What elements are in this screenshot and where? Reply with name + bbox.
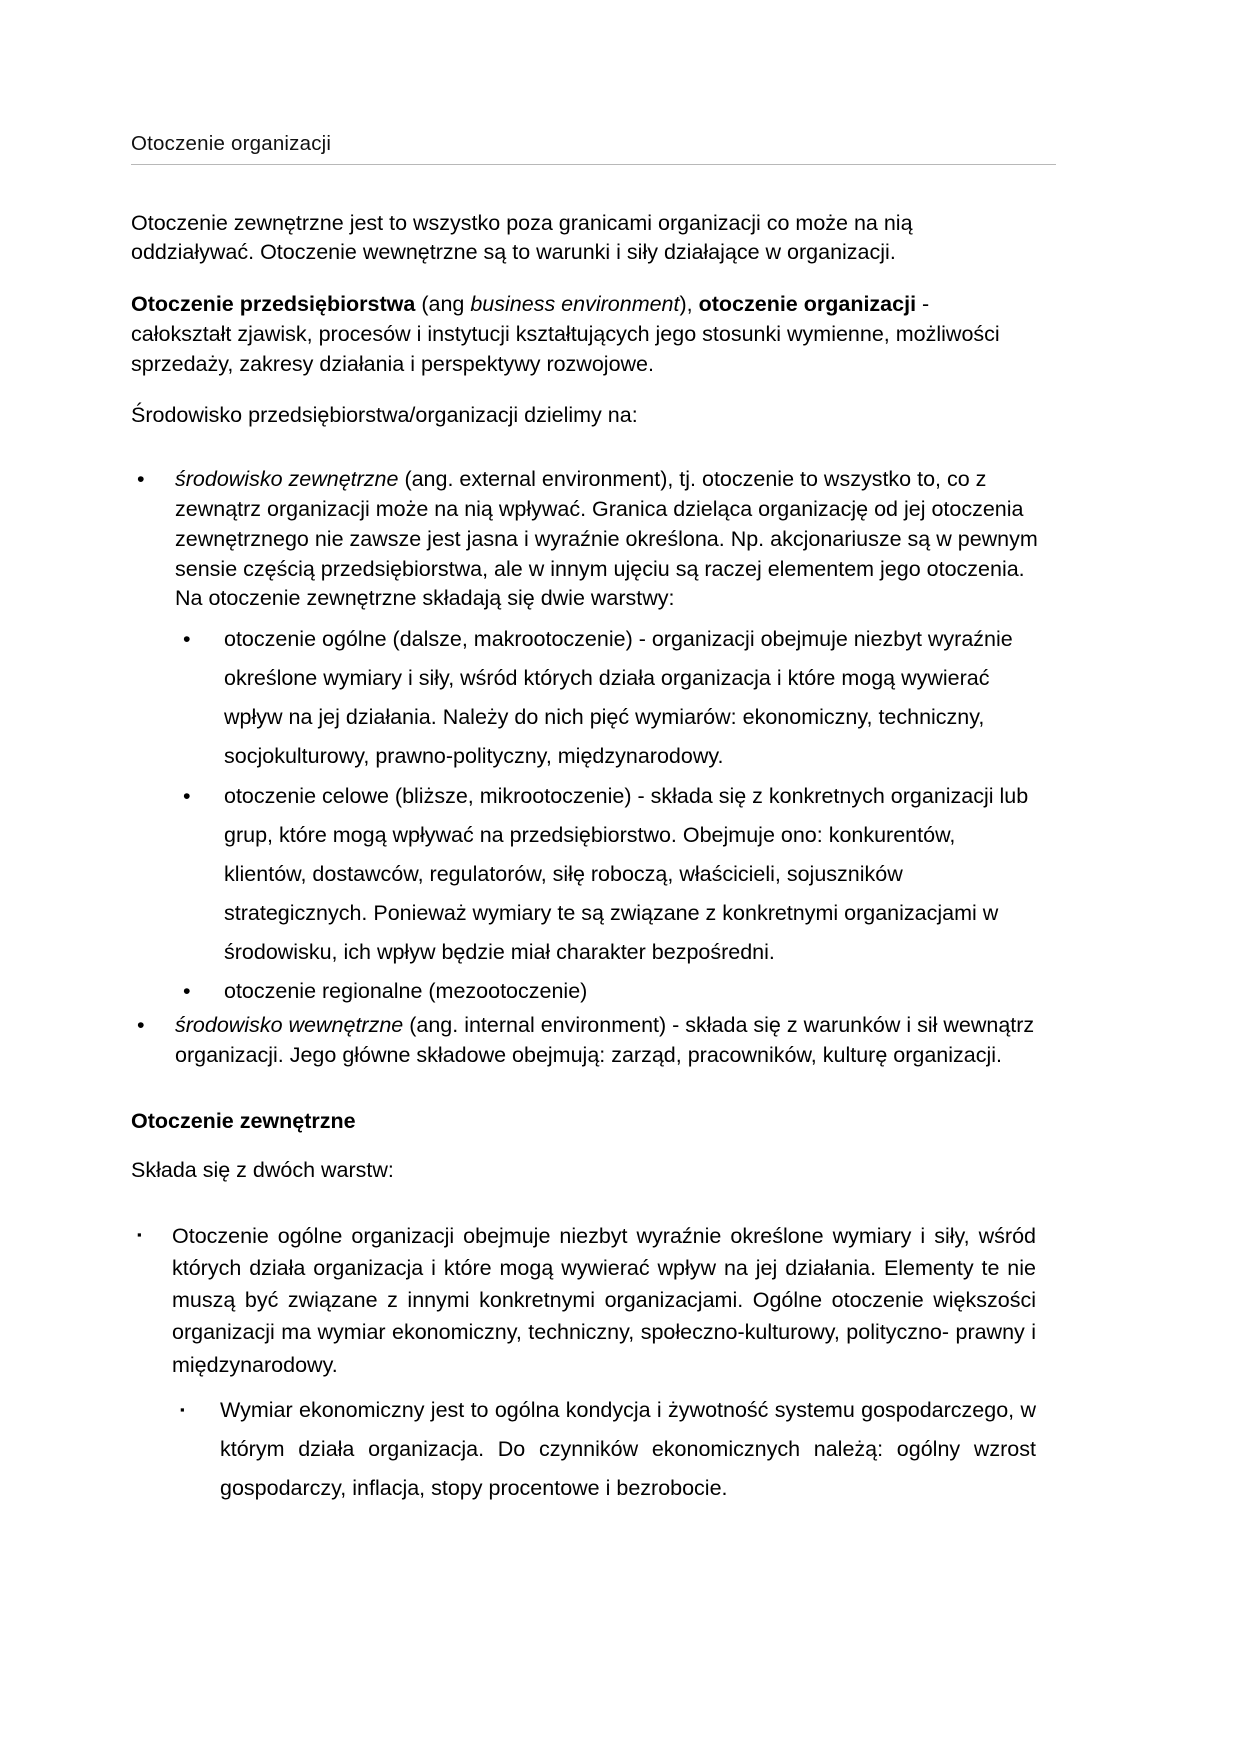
spacer <box>131 451 1112 465</box>
round-bullet-icon: • <box>137 467 145 492</box>
spacer <box>131 1071 1112 1107</box>
square-bullet-icon: ▪ <box>137 1226 142 1242</box>
definition-mid-2: ), <box>679 292 699 317</box>
list-item-text: Wymiar ekonomiczny jest to ogólna kondycja i żywotność systemu gospodarczego, w którym działa organizacja. Do czynników ekonomicznych należą: ogólny wzrost gospodarczy, inflacja, stopy procentowe i bezrobocie. <box>220 1397 1036 1501</box>
round-bullet-icon: • <box>183 627 191 652</box>
definition-term-2: otoczenie organizacji <box>698 292 917 317</box>
list-item-italic-lead: środowisko wewnętrzne <box>175 1013 404 1038</box>
list-item <box>175 620 1041 777</box>
list-item-text: otoczenie ogólne (dalsze, makrootoczenie) - organizacji obejmuje niezbyt wyraźnie określone wymiary i siły, wśród których działa organizacja i które mogą wywierać wpływ na jej działania. Należy do nich pięć wymiarów: ekonomiczny, techniczny, socjokulturowy, prawno-polityczny, międzynarodowy. <box>224 627 1013 769</box>
list-item <box>175 777 1041 973</box>
definition-term-1: Otoczenie przedsiębiorstwa <box>131 292 416 317</box>
list-item <box>131 1220 1036 1509</box>
list-item <box>131 465 1041 1011</box>
intro-paragraph: Otoczenie zewnętrzne jest to wszystko poza granicami organizacji co może na nią oddziaływać. Otoczenie wewnętrzne są to warunki i siły działające w organizacji. <box>131 210 913 265</box>
lead-in-paragraph: Środowisko przedsiębiorstwa/organizacji dzielimy na: <box>131 403 638 428</box>
definition-rest: - całokształt zjawisk, procesów i instytucji kształtujących jego stosunki wymienne, możliwości sprzedaży, zakresy działania i perspektywy rozwojowe. <box>131 292 1000 376</box>
list-item-italic-lead: środowisko zewnętrzne <box>175 467 399 492</box>
definition-mid-1: (ang <box>415 292 471 317</box>
list-item-text: (ang. external environment), tj. otoczenie to wszystko to, co z zewnątrz organizacji może na nią wpływać. Granica dzieląca organizację od jej otoczenia zewnętrznego nie zawsze jest jasna i wyraźnie określona. Np. akcjonariusze są w pewnym sensie częścią przedsiębiorstwa, ale w innym ujęciu są raczej elementem jego otoczenia. Na otoczenie zewnętrzne składają się dwie warstwy: <box>175 467 1038 611</box>
list-item-text: (ang. internal environment) - składa się z warunków i sił wewnątrz organizacji. Jego główne składowe obejmują: zarząd, pracowników, kulturę organizacji. <box>175 1013 1035 1068</box>
list-item-text: Otoczenie ogólne organizacji obejmuje niezbyt wyraźnie określone wymiary i siły, wśród których działa organizacja i które mogą wywierać wpływ na jej działania. Elementy te nie muszą być związane z innymi konkretnymi organizacjami. Ogólne otoczenie większości organizacji ma wymiar ekonomiczny, techniczny, społeczno-kulturowy, polityczno- prawny i międzynarodowy. <box>172 1223 1036 1377</box>
section-bullet-list <box>131 1220 1036 1509</box>
section-heading: Otoczenie zewnętrzne <box>131 1108 356 1133</box>
running-header: Otoczenie organizacji <box>131 131 1056 165</box>
square-bullet-icon: ▪ <box>180 1401 185 1417</box>
list-item-text: otoczenie celowe (bliższe, mikrootoczenie) - składa się z konkretnych organizacji lub grup, które mogą wpływać na przedsiębiorstwo. Obejmuje ono: konkurentów, klientów, dostawców, regulatorów, siłę roboczą, właścicieli, sojuszników strategicznych. Ponieważ wymiary te są związane z konkretnymi organizacjami w środowisku, ich wpływ będzie miał charakter bezpośredni. <box>224 783 1029 965</box>
list-item-text: otoczenie regionalne (mezootoczenie) <box>224 979 588 1004</box>
definition-paragraph <box>131 290 1031 379</box>
list-item <box>172 1391 1036 1508</box>
list-item <box>131 1011 1041 1071</box>
round-bullet-icon: • <box>183 979 191 1004</box>
main-bullet-list <box>131 465 1041 1071</box>
round-bullet-icon: • <box>137 1013 145 1038</box>
section-lead-in: Składa się z dwóch warstw: <box>131 1157 394 1182</box>
list-item <box>175 972 1041 1011</box>
section-sub-bullet-list <box>172 1391 1036 1508</box>
sub-bullet-list <box>175 620 1041 1011</box>
spacer <box>131 1206 1112 1220</box>
round-bullet-icon: • <box>183 783 191 808</box>
definition-english-term: business environment <box>470 292 680 317</box>
